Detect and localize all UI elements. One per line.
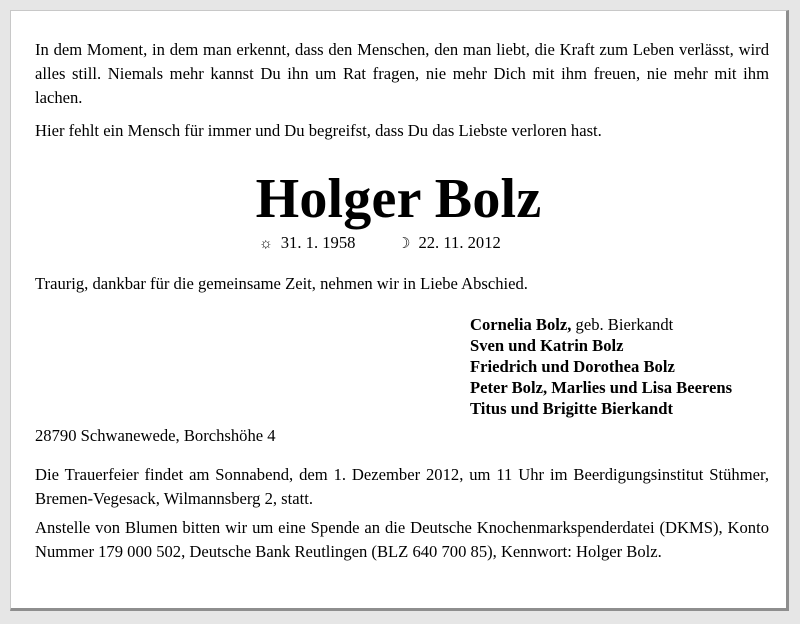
farewell-line: Traurig, dankbar für die gemeinsame Zeit, nehmen wir in Liebe Abschied. bbox=[35, 274, 528, 293]
mourner-name: Peter Bolz, Marlies und Lisa Beerens bbox=[470, 378, 733, 397]
mourner-name: Cornelia Bolz, bbox=[470, 315, 572, 334]
mourner-name: Titus und Brigitte Bierkandt bbox=[470, 399, 674, 418]
mourner-item bbox=[470, 335, 780, 356]
family-address: 28790 Schwanewede, Borchshöhe 4 bbox=[35, 426, 276, 445]
mourner-item bbox=[470, 356, 780, 377]
moon-death-icon: ☽ bbox=[397, 236, 411, 252]
death-date: 22. 11. 2012 bbox=[418, 233, 501, 252]
loss-paragraph: Hier fehlt ein Mensch für immer und Du begreifst, dass Du das Liebste verloren hast. bbox=[35, 121, 602, 140]
life-dates bbox=[11, 231, 786, 255]
death-date-group bbox=[397, 231, 501, 256]
mourner-suffix: geb. Bierkandt bbox=[571, 315, 674, 334]
mourner-item bbox=[470, 377, 780, 398]
ceremony-notice: Die Trauerfeier findet am Sonnabend, dem 1. Dezember 2012, um 11 Uhr im Beerdigungsinstitut Stühmer, Bremen-Vegesack, Wilmannsberg 2, statt. bbox=[35, 465, 769, 508]
star-birth-icon: ☼ bbox=[259, 236, 273, 252]
mourner-name: Sven und Katrin Bolz bbox=[470, 336, 624, 355]
obituary-card bbox=[10, 10, 789, 611]
mourner-item bbox=[470, 314, 780, 335]
birth-date: 31. 1. 1958 bbox=[280, 233, 356, 252]
mourner-name: Friedrich und Dorothea Bolz bbox=[470, 357, 675, 376]
donation-notice: Anstelle von Blumen bitten wir um eine Spende an die Deutsche Knochenmarkspenderdatei (DKMS), Konto Nummer 179 000 502, Deutsche Bank Reutlingen (BLZ 640 700 85), Kennwort: Holger Bolz. bbox=[35, 518, 769, 561]
mourners-list bbox=[470, 314, 780, 419]
birth-date-group bbox=[259, 231, 355, 256]
deceased-name: Holger Bolz bbox=[255, 168, 542, 230]
intro-paragraph: In dem Moment, in dem man erkennt, dass den Menschen, den man liebt, die Kraft zum Leben verlässt, wird alles still. Niemals mehr kannst Du ihn um Rat fragen, nie mehr Dich mit ihm freuen, nie mehr mit ihm lachen. bbox=[35, 40, 769, 107]
mourner-item bbox=[470, 398, 780, 419]
